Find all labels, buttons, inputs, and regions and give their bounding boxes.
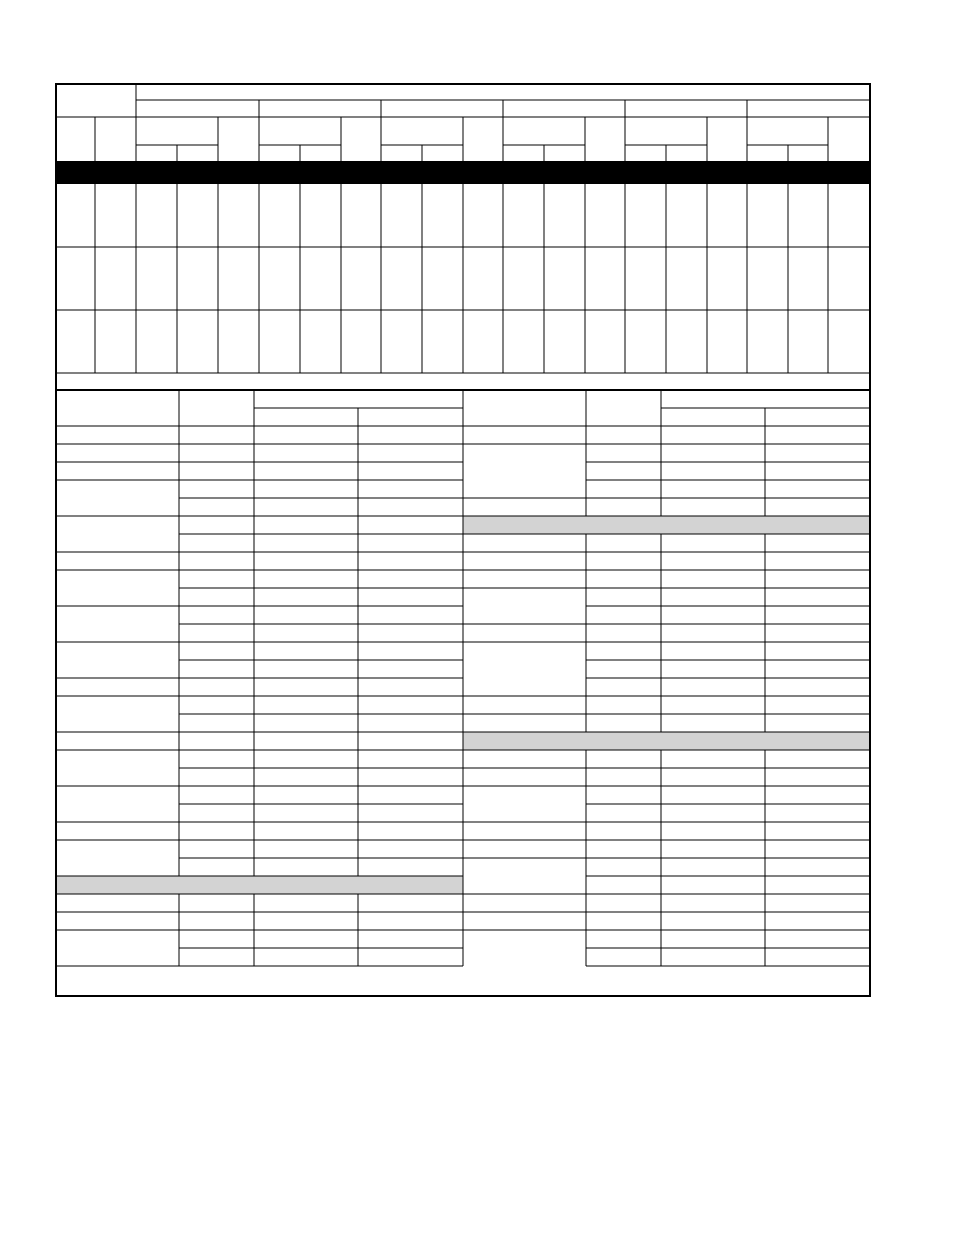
right-shaded-row bbox=[463, 516, 871, 534]
section-bar bbox=[55, 161, 871, 184]
form-grid bbox=[55, 83, 871, 997]
right-shaded-row bbox=[463, 732, 871, 750]
blank-form-sheet bbox=[55, 83, 871, 997]
left-shaded-row bbox=[55, 876, 463, 894]
